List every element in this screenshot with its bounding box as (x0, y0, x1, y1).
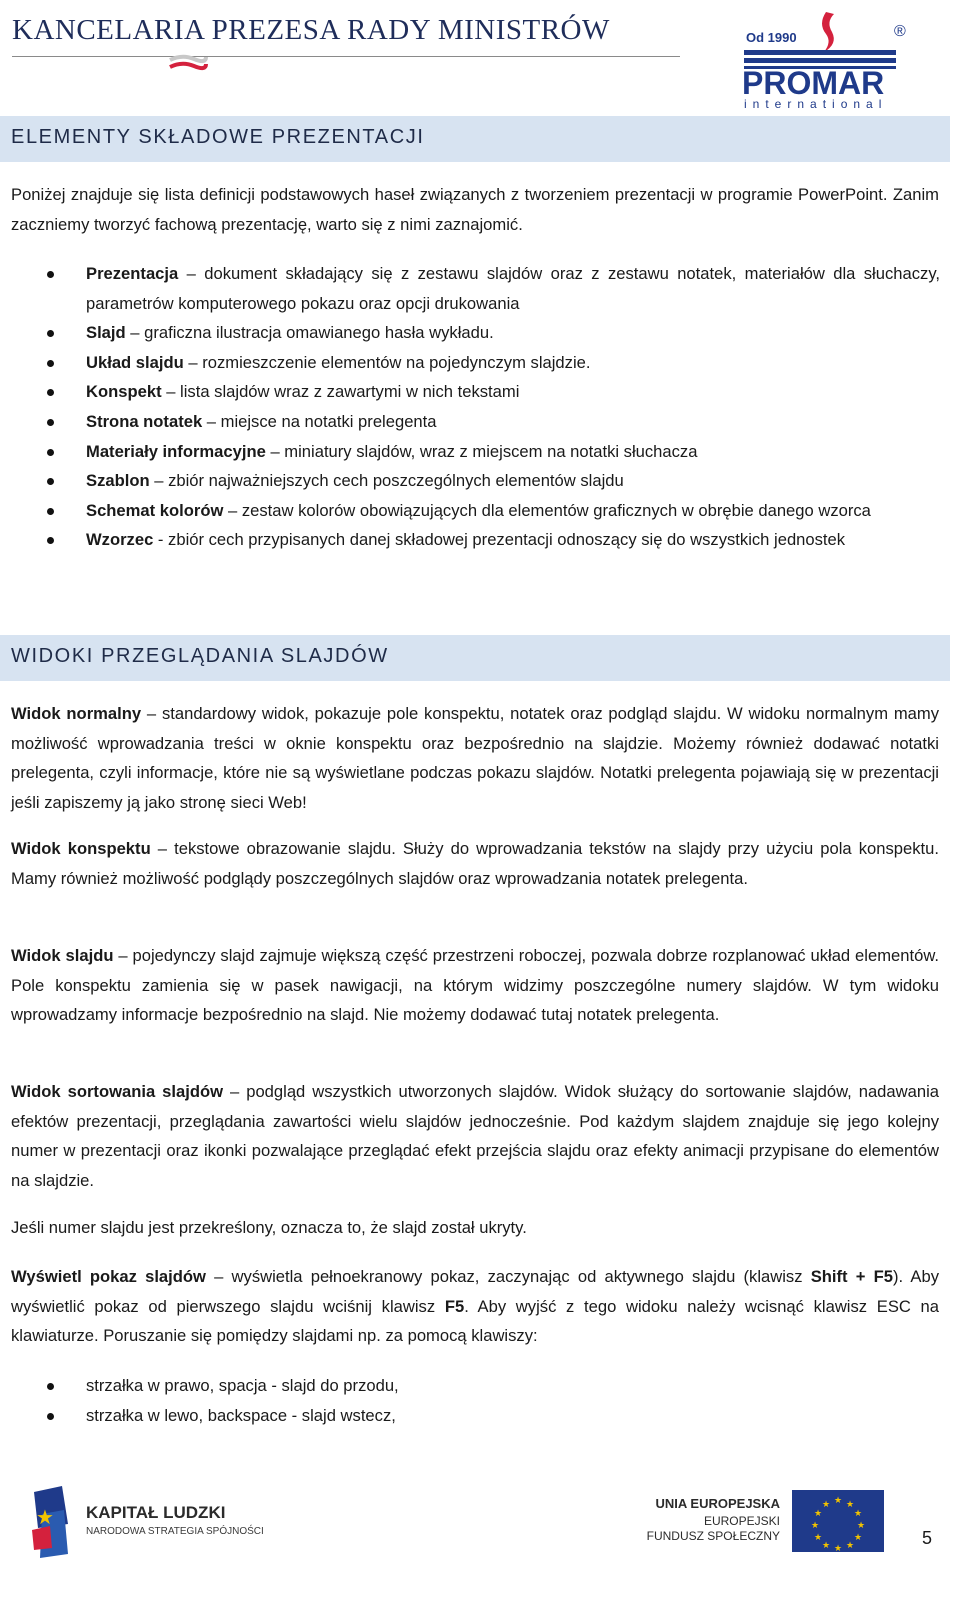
svg-text:★: ★ (813, 1509, 823, 1519)
keys-list (0, 1371, 940, 1430)
definitions-list (0, 259, 940, 555)
normal-view-paragraph: Widok normalny – standardowy widok, pokazuje pole konspektu, notatek oraz podgląd slajdu. W widoku normalnym mamy możliwość wprowadzania treści w oknie konspektu oraz bezpośrednio na slajdzie. Możemy również dodawać notatki prelegenta, czyli informacje, które nie są wyświetlane podczas pokazu slajdów. Notatki prelegenta pojawiają się w prezentacji jeśli zapiszemy ją jako stronę sieci Web! (11, 704, 939, 812)
page-number: 5 (922, 1528, 933, 1548)
definition-item: Wzorzec - zbiór cech przypisanych danej składowej prezentacji odnoszący się do wszystkich jednostek (0, 525, 940, 555)
bullet-icon (47, 449, 54, 456)
svg-text:★: ★ (856, 1521, 866, 1531)
definition-item: Materiały informacyjne – miniatury slajdów, wraz z miejscem na notatki słuchacza (0, 437, 940, 467)
kl-title-text: KAPITAŁ LUDZKI (86, 1503, 226, 1522)
bullet-icon (47, 389, 54, 396)
ue-line2-text: EUROPEJSKI (703, 1514, 780, 1528)
promar-since-text: Od 1990 (746, 30, 797, 45)
eu-logo (646, 1488, 892, 1558)
header-title: KANCELARIA PREZESA RADY MINISTRÓW (12, 14, 610, 46)
svg-text:★: ★ (821, 1541, 831, 1551)
svg-text:★: ★ (845, 1541, 855, 1551)
polish-flag-logo (168, 52, 208, 74)
header-rule (12, 56, 680, 57)
definition-item: Strona notatek – miejsce na notatki prelegenta (0, 407, 940, 437)
section-heading-views (0, 635, 950, 681)
svg-text:★: ★ (813, 1533, 823, 1543)
slide-show-paragraph: Wyświetl pokaz slajdów – wyświetla pełnoekranowy pokaz, zaczynając od aktywnego slajdu (klawisz Shift + F5). Aby wyświetlić pokaz od pierwszego slajdu wciśnij klawisz F5. Aby wyjść z tego widoku należy wcisnąć klawisz ESC na klawiaturze. Poruszanie się pomiędzy slajdami np. za pomocą klawiszy: (11, 1267, 940, 1346)
kapital-ludzki-logo (28, 1484, 264, 1560)
bullet-icon (47, 1383, 54, 1390)
bullet-icon (47, 360, 54, 367)
section-heading-text: ELEMENTY SKŁADOWE PREZENTACJI (11, 126, 425, 148)
key-item: strzałka w prawo, spacja - slajd do przodu, (0, 1371, 940, 1401)
svg-text:★: ★ (833, 1496, 843, 1506)
hidden-slide-note: Jeśli numer slajdu jest przekreślony, oznacza to, że slajd został ukryty. (11, 1218, 527, 1237)
promar-name-text: PROMAR (742, 65, 885, 101)
bullet-icon (47, 478, 54, 485)
registered-mark: ® (894, 23, 906, 40)
section-heading-elements (0, 116, 950, 162)
svg-text:★: ★ (853, 1509, 863, 1519)
intro-paragraph: Poniżej znajduje się lista definicji podstawowych haseł związanych z tworzeniem prezentacji w programie PowerPoint. Zanim zaczniemy tworzyć fachową prezentację, warto się z nimi zaznajomić. (11, 185, 939, 234)
definition-item: Schemat kolorów – zestaw kolorów obowiązujących dla elementów graficznych w obrębie danego wzorca (0, 496, 940, 526)
slide-view-paragraph: Widok slajdu – pojedynczy slajd zajmuje większą część przestrzeni roboczej, pozwala dobrze rozplanować układ elementów. Pole konspektu zamienia się w pasek nawigacji, na którym widzimy poszczególne numery slajdów. W tym widoku wprowadzamy informacje bezpośrednio na slajd. Nie możemy dodawać tutaj notatek prelegenta. (11, 946, 939, 1025)
definition-item: Prezentacja – dokument składający się z zestawu slajdów oraz z zestawu notatek, materiałów dla słuchaczy, parametrów komputerowego pokazu oraz opcji drukowania (0, 259, 940, 318)
promar-logo (742, 4, 934, 112)
section-heading-text: WIDOKI PRZEGLĄDANIA SLAJDÓW (11, 645, 389, 667)
sorter-view-paragraph: Widok sortowania slajdów – podgląd wszystkich utworzonych slajdów. Widok służący do sortowanie slajdów, nadawania efektów prezentacji, przeglądania zawartości wielu slajdów jednocześnie. Pod każdym slajdem znajduje się jego kolejny numer w prezentacji oraz ikonki pozwalające przeglądać efekt przejścia slajdu oraz efekty animacji przypisane do elementów na slajdzie. (11, 1082, 939, 1190)
definition-item: Slajd – graficzna ilustracja omawianego hasła wykładu. (0, 318, 940, 348)
definition-item: Układ slajdu – rozmieszczenie elementów na pojedynczym slajdzie. (0, 348, 940, 378)
bullet-icon (47, 271, 54, 278)
key-item: strzałka w lewo, backspace - slajd wstecz, (0, 1401, 940, 1431)
bullet-icon (47, 330, 54, 337)
ue-line1-text: UNIA EUROPEJSKA (655, 1496, 780, 1511)
bullet-icon (47, 1413, 54, 1420)
promar-sub-text: international (744, 97, 888, 111)
svg-text:★: ★ (833, 1544, 843, 1554)
ue-line3-text: FUNDUSZ SPOŁECZNY (646, 1529, 780, 1543)
bullet-icon (47, 508, 54, 515)
kl-sub-text: NARODOWA STRATEGIA SPÓJNOŚCI (86, 1526, 264, 1537)
svg-text:★: ★ (36, 1505, 54, 1529)
definition-item: Konspekt – lista slajdów wraz z zawartymi w nich tekstami (0, 377, 940, 407)
svg-text:★: ★ (845, 1500, 855, 1510)
definition-item: Szablon – zbiór najważniejszych cech poszczególnych elementów slajdu (0, 466, 940, 496)
svg-text:★: ★ (810, 1521, 820, 1531)
svg-text:★: ★ (853, 1533, 863, 1543)
bullet-icon (47, 537, 54, 544)
bullet-icon (47, 419, 54, 426)
svg-text:★: ★ (821, 1500, 831, 1510)
outline-view-paragraph: Widok konspektu – tekstowe obrazowanie slajdu. Służy do wprowadzania tekstów na slajdy przy użyciu pola konspektu. Mamy również możliwość podglądy poszczególnych slajdów oraz wprowadzania notatek prelegenta. (11, 839, 939, 888)
